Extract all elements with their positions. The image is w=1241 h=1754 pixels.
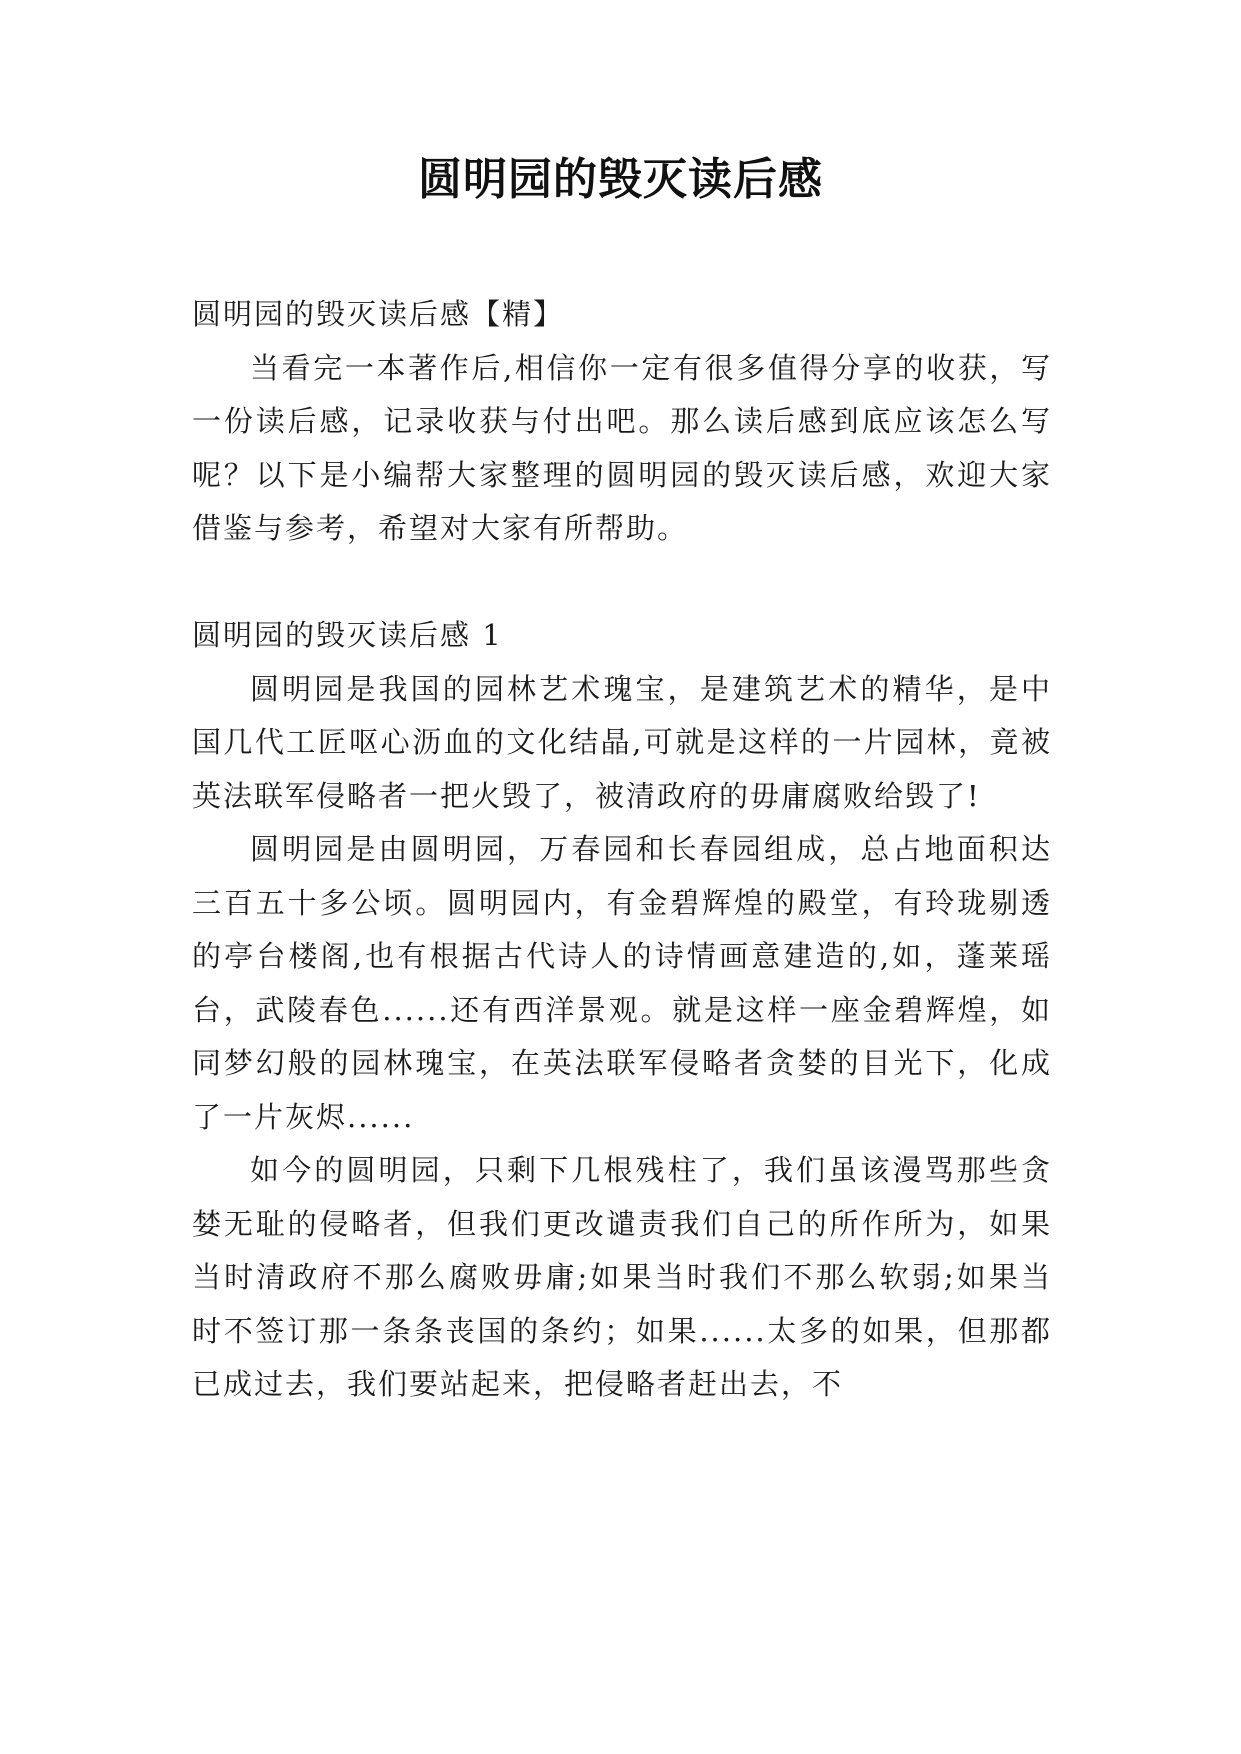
- document-body: [192, 288, 1052, 1412]
- section-heading: 圆明园的毁灭读后感 1: [192, 618, 503, 652]
- intro-paragraph: 当看完一本著作后,相信你一定有很多值得分享的收获，写一份读后感，记录收获与付出吧。那么读后感到底应该怎么写呢？以下是小编帮大家整理的圆明园的毁灭读后感，欢迎大家借鉴与参考，希望对大家有所帮助。: [192, 350, 1052, 545]
- intro-heading: 圆明园的毁灭读后感【精】: [192, 297, 565, 331]
- body-paragraph-2: 圆明园是由圆明园，万春园和长春园组成，总占地面积达三百五十多公顷。圆明园内，有金碧辉煌的殿堂，有玲珑剔透的亭台楼阁,也有根据古代诗人的诗情画意建造的,如，蓬莱瑶台，武陵春色......还有西洋景观。就是这样一座金碧辉煌，如同梦幻般的园林瑰宝，在英法联军侵略者贪婪的目光下，化成了一片灰烬......: [192, 832, 1052, 1134]
- body-paragraph-3: 如今的圆明园，只剩下几根残柱了，我们虽该漫骂那些贪婪无耻的侵略者，但我们更改谴责我们自己的所作所为，如果当时清政府不那么腐败毋庸;如果当时我们不那么软弱;如果当时不签订那一条条丧国的条约；如果......太多的如果，但那都已成过去，我们要站起来，把侵略者赶出去，不: [192, 1153, 1052, 1401]
- body-paragraph-1: 圆明园是我国的园林艺术瑰宝，是建筑艺术的精华，是中国几代工匠呕心沥血的文化结晶,可就是这样的一片园林，竟被英法联军侵略者一把火毁了，被清政府的毋庸腐败给毁了!: [192, 671, 1052, 813]
- document-title: 圆明园的毁灭读后感: [418, 154, 823, 205]
